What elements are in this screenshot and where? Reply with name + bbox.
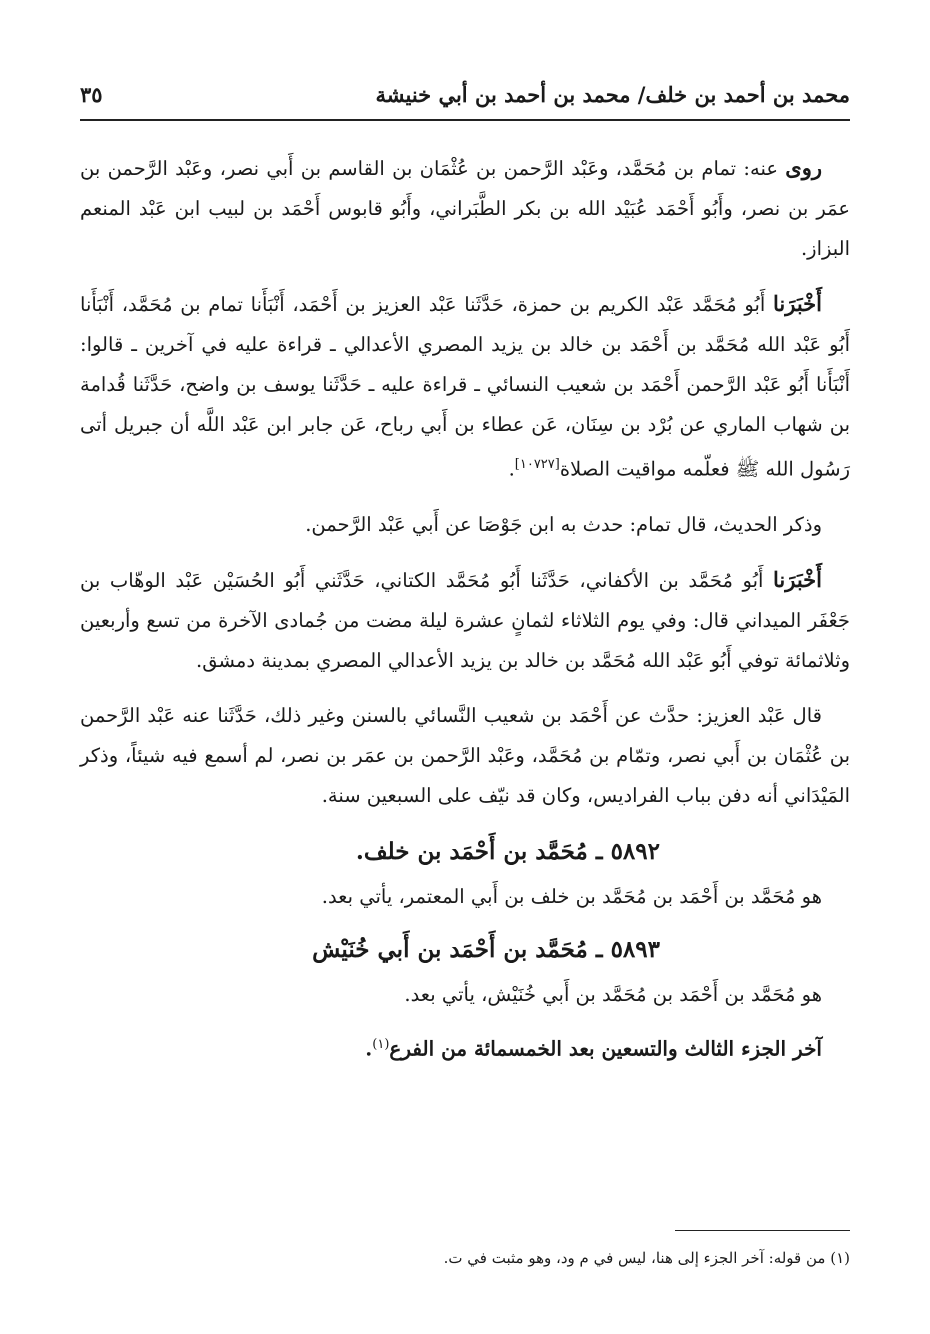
paragraph-narrators xyxy=(80,148,850,269)
paragraph-lead: أَخْبَرَنا xyxy=(773,291,822,316)
paragraph-lead: أَخْبَرَنا xyxy=(773,566,822,592)
paragraph-text: عنه: تمام بن مُحَمَّد، وعَبْد الرَّحمن بن عُثْمَان بن القاسم بن أَبي نصر، وعَبْد الرَّحمن بن عمَر بن نصر، وأَبُو أَحْمَد عُبَيْد الله بن بكر الطَّبَراني، وأَبُو قابوس أَحْمَد بن لبيب ابن عَبْد المنعم البزاز. xyxy=(80,157,850,260)
closing-line xyxy=(80,1025,850,1069)
footnote: (١) من قوله: آخر الجزء إلى هنا، ليس في م ود، وهو مثبت في ت. xyxy=(443,1249,850,1267)
footnote-rule xyxy=(675,1230,850,1231)
paragraph-text: وذكر الحديث، قال تمام: حدث به ابن جَوْصَا عن أَبي عَبْد الرَّحمن. xyxy=(305,512,822,536)
paragraph-text: قال عَبْد العزيز: حدَّث عن أَحْمَد بن شعيب النَّسائي بالسنن وغير ذلك، حَدَّثَنا عنه عَبْد الرَّحمن بن عُثْمَان بن أَبي نصر، وتمّام بن مُحَمَّد، وعَبْد الرَّحمن بن عمَر بن نصر، لم أسمع فيه شيئاً، وذكر المَيْدَاني أنه دفن بباب الفراديس، وكان قد نيّف على السبعين سنة. xyxy=(80,703,850,807)
page-number: ٣٥ xyxy=(80,81,103,107)
page-header xyxy=(80,74,850,114)
paragraph-text: أَبُو مُحَمَّد عَبْد الكريم بن حمزة، حَدَّثَنا عَبْد العزيز بن أَحْمَد، أَنْبَأَنا تمام بن مُحَمَّد، أَنْبَأَنا أَبُو عَبْد الله مُحَمَّد بن أَحْمَد بن خالد بن يزيد المصري الأعدالي ـ قراءة عليه في آخرين ـ قالوا: أَنْبَأَنا أَبُو عَبْد الرَّحمن أَحْمَد بن شعيب النسائي ـ قراءة عليه ـ حَدَّثَنا يوسف بن واضح، حَدَّثَنا قُدامة بن شهاب الماري عن بُرْد بن سِنَان، عَن عطاء بن أَبي رباح، عَن جابر ابن عَبْد اللَّه أن جبريل أتى رَسُول الله ﷺ فعلّمه مواقيت الصلاة xyxy=(80,293,850,481)
entry-title: ٥٨٩٢ ـ مُحَمَّد بن أَحْمَد بن خلف. xyxy=(355,837,660,865)
paragraph-text: أَبُو مُحَمَّد بن الأكفاني، حَدَّثَنا أَبُو مُحَمَّد الكتاني، حَدَّثَني أَبُو الحُسَيْن عَبْد الوهّاب بن جَعْفَر الميداني قال: وفي يوم الثلاثاء لثمانٍ عشرة ليلة مضت من جُمادى الآخرة من تسع وأربعين وثلاثمائة توفي أَبُو عَبْد الله مُحَمَّد بن خالد بن يزيد الأعدالي المصري بمدينة دمشق. xyxy=(80,568,850,672)
paragraph-lead: روى xyxy=(785,155,822,180)
paragraph-note xyxy=(80,505,850,545)
paragraph-end: . xyxy=(508,457,515,481)
closing-text: آخر الجزء الثالث والتسعين بعد الخمسمائة من الفرع xyxy=(389,1036,822,1061)
paragraph-abdulaziz xyxy=(80,696,850,816)
main-text xyxy=(80,148,850,1068)
closing-end: . xyxy=(365,1036,373,1061)
paragraph-death-report xyxy=(80,560,850,681)
entry-title: ٥٨٩٣ ـ مُحَمَّد بن أَحْمَد بن أَبي خُنَيْش xyxy=(312,935,660,963)
running-title: محمد بن أحمد بن خلف/ محمد بن أحمد بن أبي خنيشة xyxy=(375,81,850,107)
entry-text: هو مُحَمَّد بن أَحْمَد بن مُحَمَّد بن أَبي خُنَيْش، يأتي بعد. xyxy=(404,982,822,1006)
paragraph-hadith xyxy=(80,284,850,490)
entry-text: هو مُحَمَّد بن أَحْمَد بن مُحَمَّد بن خلف بن أَبي المعتمر، يأتي بعد. xyxy=(321,884,822,908)
header-rule xyxy=(80,119,850,121)
footnote-ref: (١) xyxy=(372,1036,390,1052)
hadith-number: [١٠٧٢٧] xyxy=(514,457,560,472)
